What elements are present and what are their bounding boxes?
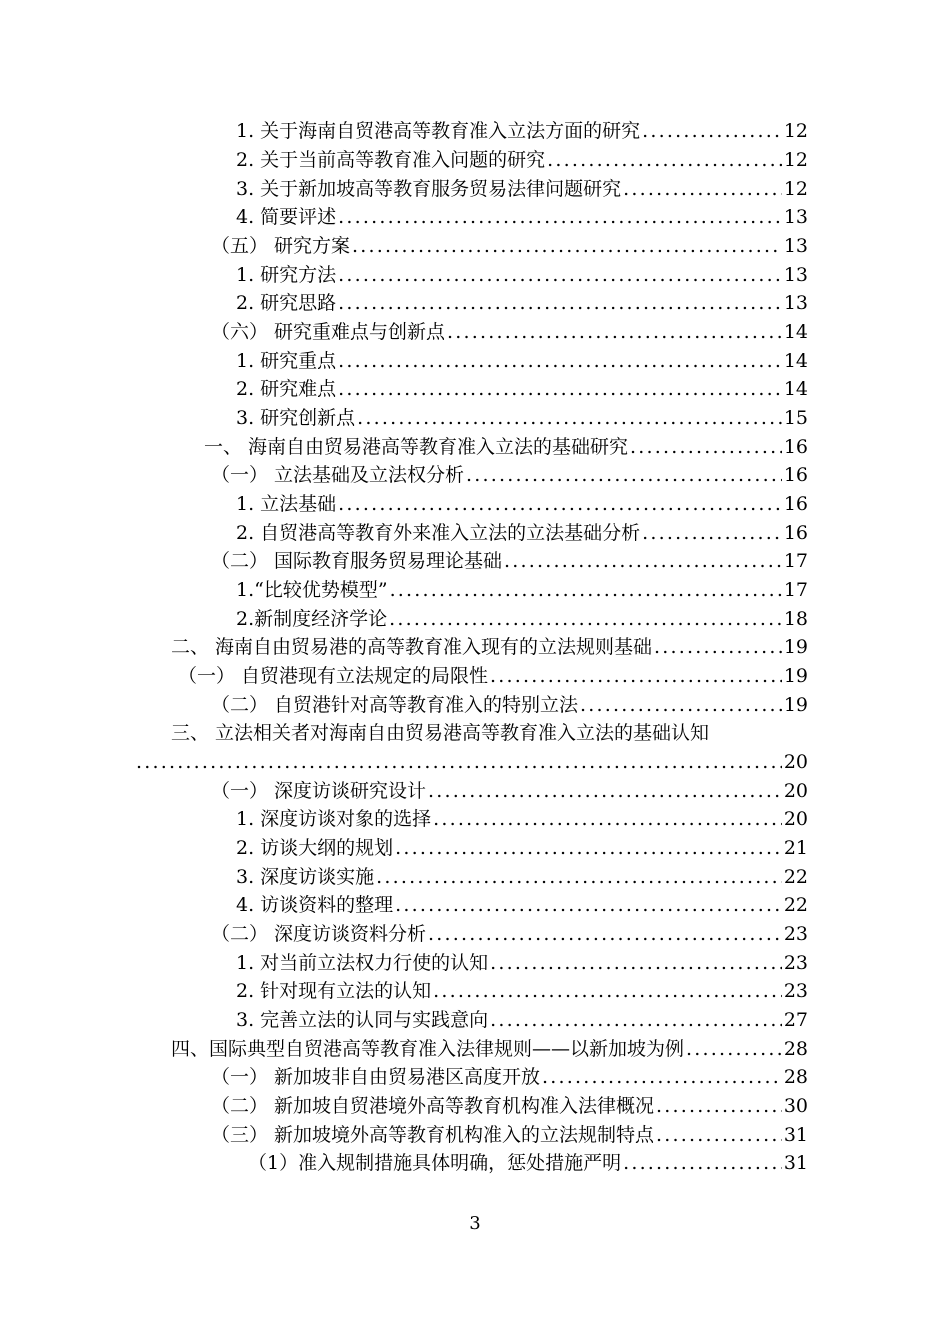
toc-leader <box>433 807 782 831</box>
toc-entry-page: 28 <box>783 1038 808 1060</box>
toc-entry[interactable] <box>236 1003 808 1032</box>
toc-leader <box>390 578 782 602</box>
toc-entry[interactable] <box>236 860 808 889</box>
toc-entry[interactable] <box>236 516 808 545</box>
toc-entry[interactable] <box>236 344 808 373</box>
toc-leader <box>338 291 782 315</box>
toc-leader <box>447 320 782 344</box>
toc-entry[interactable] <box>211 1089 808 1118</box>
toc-entry-title: 三、 立法相关者对海南自由贸易港高等教育准入立法的基础认知 <box>171 722 710 744</box>
toc-leader <box>338 205 782 229</box>
toc-entry-page: 15 <box>783 407 808 429</box>
toc-entry-title: 一、 海南自由贸易港高等教育准入立法的基础研究 <box>204 436 629 458</box>
toc-leader <box>656 1123 782 1147</box>
toc-leader <box>623 177 782 201</box>
toc-entry-title: （二） 新加坡自贸港境外高等教育机构准入法律概况 <box>211 1095 655 1117</box>
toc-leader <box>686 1037 782 1061</box>
toc-entry[interactable] <box>211 544 808 573</box>
toc-leader <box>490 951 782 975</box>
toc-entry[interactable] <box>211 1060 808 1089</box>
toc-entry-page: 31 <box>783 1152 808 1174</box>
toc-entry-title: 2. 研究难点 <box>236 378 337 400</box>
toc-entry-page: 20 <box>783 808 808 830</box>
toc-entry-title: （二） 国际教育服务贸易理论基础 <box>211 550 503 572</box>
toc-entry-title: 1. 关于海南自贸港高等教育准入立法方面的研究 <box>236 120 641 142</box>
toc-entry-title: （一） 立法基础及立法权分析 <box>211 464 465 486</box>
toc-entry-page: 22 <box>783 866 808 888</box>
toc-entry[interactable] <box>211 315 808 344</box>
toc-leader <box>490 1008 782 1032</box>
toc-entry-page: 31 <box>783 1124 808 1146</box>
toc-entry[interactable] <box>211 774 808 803</box>
toc-entry-title: 4. 简要评述 <box>236 206 337 228</box>
toc-entry-title: 3. 深度访谈实施 <box>236 866 375 888</box>
toc-entry[interactable] <box>178 659 808 688</box>
toc-leader <box>428 779 782 803</box>
toc-leader <box>466 463 782 487</box>
toc-entry-title: （二） 深度访谈资料分析 <box>211 923 427 945</box>
toc-leader <box>395 893 782 917</box>
toc-entry-title: 1. 研究重点 <box>236 350 337 372</box>
toc-entry-title: 1. 研究方法 <box>236 264 337 286</box>
toc-entry-page: 12 <box>783 120 808 142</box>
toc-entry-page: 16 <box>783 436 808 458</box>
toc-entry[interactable] <box>236 831 808 860</box>
toc-entry-page: 19 <box>783 636 808 658</box>
toc-entry-title: （三） 新加坡境外高等教育机构准入的立法规制特点 <box>211 1124 655 1146</box>
toc-entry-page: 13 <box>783 235 808 257</box>
toc-entry-page: 27 <box>783 1009 808 1031</box>
toc-entry-title: （一） 深度访谈研究设计 <box>211 780 427 802</box>
toc-leader <box>338 263 782 287</box>
toc-entry-page: 13 <box>783 264 808 286</box>
toc-entry-title: 四、国际典型自贸港高等教育准入法律规则——以新加坡为例 <box>171 1038 685 1060</box>
toc-leader <box>642 521 782 545</box>
toc-entry[interactable] <box>236 114 808 143</box>
toc-entry[interactable] <box>236 573 808 602</box>
toc-leader <box>389 607 782 631</box>
toc-entry-title: 2. 针对现有立法的认知 <box>236 980 432 1002</box>
toc-entry-title: 2. 自贸港高等教育外来准入立法的立法基础分析 <box>236 522 641 544</box>
toc-entry-title: 2.新制度经济学论 <box>236 608 388 630</box>
toc-entry-title: （1）准入规制措施具体明确，惩处措施严明 <box>248 1152 622 1174</box>
toc-entry-page: 21 <box>783 837 808 859</box>
toc-entry-title: （二） 自贸港针对高等教育准入的特别立法 <box>211 694 579 716</box>
toc-leader <box>352 234 782 258</box>
toc-leader <box>656 1094 782 1118</box>
toc-entry[interactable] <box>236 286 808 315</box>
toc-entry-page: 12 <box>783 149 808 171</box>
toc-entry-page: 17 <box>783 550 808 572</box>
toc-entry-title: 1. 深度访谈对象的选择 <box>236 808 432 830</box>
toc-entry-page: 13 <box>783 206 808 228</box>
toc-entry-page: 19 <box>783 694 808 716</box>
toc-leader <box>630 435 782 459</box>
toc-entry-title: 3. 关于新加坡高等教育服务贸易法律问题研究 <box>236 178 622 200</box>
toc-leader <box>395 836 782 860</box>
toc-entry[interactable] <box>211 1118 808 1147</box>
toc-entry[interactable] <box>211 458 808 487</box>
toc-entry-page: 16 <box>783 522 808 544</box>
toc-entry[interactable] <box>236 888 808 917</box>
toc-entry[interactable] <box>236 401 808 430</box>
toc-entry-title: 2. 关于当前高等教育准入问题的研究 <box>236 149 546 171</box>
toc-entry-title: （六） 研究重难点与创新点 <box>211 321 446 343</box>
toc-entry[interactable] <box>248 1146 808 1175</box>
toc-entry-page: 23 <box>783 923 808 945</box>
toc-leader <box>490 664 782 688</box>
toc-leader <box>376 865 782 889</box>
toc-entry-title: 二、 海南自由贸易港的高等教育准入现有的立法规则基础 <box>171 636 653 658</box>
toc-entry-continuation[interactable] <box>136 745 808 774</box>
toc-entry-page: 20 <box>783 780 808 802</box>
toc-leader <box>542 1065 782 1089</box>
toc-leader <box>428 922 782 946</box>
toc-entry-title: 2. 访谈大纲的规划 <box>236 837 394 859</box>
toc-entry-page: 16 <box>783 464 808 486</box>
toc-entry[interactable] <box>236 487 808 516</box>
toc-entry[interactable] <box>236 602 808 631</box>
toc-entry-page: 20 <box>783 751 808 773</box>
toc-leader <box>654 635 782 659</box>
toc-entry[interactable] <box>236 258 808 287</box>
toc-entry-page: 17 <box>783 579 808 601</box>
page-number: 3 <box>469 1213 481 1234</box>
toc-entry-title: 1.“比较优势模型” <box>236 579 388 601</box>
toc-entry-wrapped[interactable] <box>171 716 808 745</box>
toc-leader <box>504 549 782 573</box>
toc-leader <box>338 377 782 401</box>
toc-leader <box>136 750 782 774</box>
toc-entry-title: （一） 新加坡非自由贸易港区高度开放 <box>211 1066 541 1088</box>
toc-entry-title: （一） 自贸港现有立法规定的局限性 <box>178 665 489 687</box>
toc-entry-page: 14 <box>783 378 808 400</box>
toc-entry-page: 14 <box>783 321 808 343</box>
toc-entry-page: 23 <box>783 952 808 974</box>
toc-entry-page: 30 <box>783 1095 808 1117</box>
toc-entry-title: 2. 研究思路 <box>236 292 337 314</box>
toc-entry-page: 14 <box>783 350 808 372</box>
toc-entry-title: 3. 完善立法的认同与实践意向 <box>236 1009 489 1031</box>
toc-entry[interactable] <box>211 688 808 717</box>
toc-entry[interactable] <box>171 1032 808 1061</box>
toc-entry[interactable] <box>236 172 808 201</box>
toc-entry-page: 22 <box>783 894 808 916</box>
toc-entry[interactable] <box>211 917 808 946</box>
toc-leader <box>357 406 782 430</box>
toc-leader <box>642 119 782 143</box>
toc-entry[interactable] <box>236 143 808 172</box>
toc-entry[interactable] <box>236 200 808 229</box>
toc-entry-page: 28 <box>783 1066 808 1088</box>
toc-entry[interactable] <box>171 630 808 659</box>
toc-leader <box>580 693 782 717</box>
toc-entry[interactable] <box>211 229 808 258</box>
toc-entry[interactable] <box>236 802 808 831</box>
toc-leader <box>338 349 782 373</box>
toc-entry-page: 13 <box>783 292 808 314</box>
toc-entry-page: 19 <box>783 665 808 687</box>
toc-entry-page: 12 <box>783 178 808 200</box>
toc-leader <box>338 492 782 516</box>
toc-entry-title: （五） 研究方案 <box>211 235 351 257</box>
toc-entry-page: 23 <box>783 980 808 1002</box>
toc-entry-page: 16 <box>783 493 808 515</box>
toc-entry[interactable] <box>236 372 808 401</box>
toc-entry-page: 18 <box>783 608 808 630</box>
toc-leader <box>547 148 782 172</box>
toc-entry[interactable] <box>236 974 808 1003</box>
toc-entry[interactable] <box>204 430 808 459</box>
toc-entry-title: 4. 访谈资料的整理 <box>236 894 394 916</box>
toc-entry-title: 1. 对当前立法权力行使的认知 <box>236 952 489 974</box>
toc-leader <box>433 979 782 1003</box>
toc-leader <box>623 1151 782 1175</box>
toc-entry-title: 3. 研究创新点 <box>236 407 356 429</box>
toc-entry-title: 1. 立法基础 <box>236 493 337 515</box>
toc-entry[interactable] <box>236 946 808 975</box>
